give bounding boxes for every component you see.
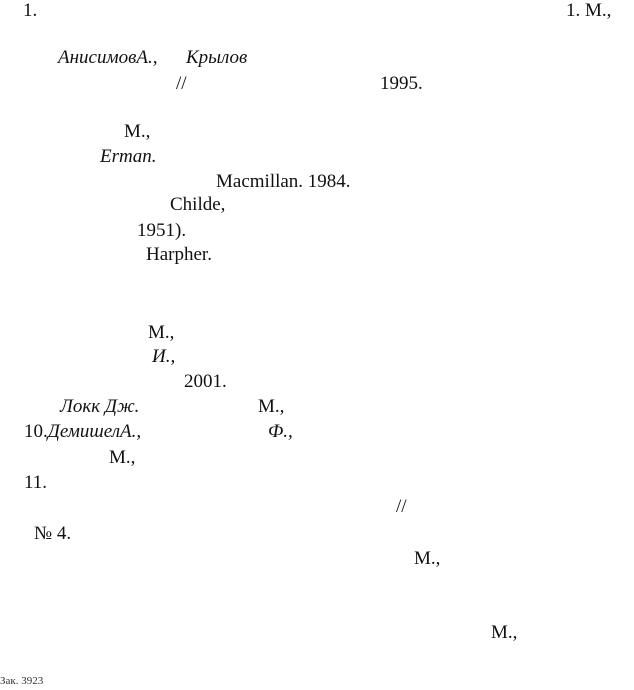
city-moscow-4: М., (109, 447, 136, 468)
year-1995: 1995. (380, 73, 423, 94)
author-harpher: Harpher. (146, 244, 212, 265)
issue-number-4: № 4. (34, 523, 72, 544)
city-moscow-5: М., (414, 548, 441, 569)
initial-i: И., (152, 346, 176, 367)
author-anisimov: АнисимовА., (58, 47, 158, 68)
text-fragment-1-m: 1. М., (566, 0, 612, 21)
author-krylov: Крылов (186, 47, 248, 68)
list-number-1: 1. (23, 0, 38, 21)
year-2001: 2001. (184, 371, 227, 392)
footer-order-number: Зак. 3923 (0, 675, 44, 687)
initial-f: Ф., (268, 421, 293, 442)
list-number-10 (24, 421, 141, 443)
author-childe: Childe, (170, 194, 226, 215)
list-number-10-label: 10. (24, 421, 48, 442)
city-moscow-3: М., (258, 396, 285, 417)
double-slash-2: // (396, 496, 407, 517)
list-number-11: 11. (24, 472, 48, 493)
author-erman: Erman. (100, 146, 157, 167)
year-1951: 1951). (137, 220, 187, 241)
city-moscow-2: М., (148, 322, 175, 343)
author-demichel: ДемишелА., (47, 421, 142, 442)
double-slash-1: // (176, 73, 187, 94)
author-locke: Локк Дж. (60, 396, 140, 417)
city-moscow-1: М., (124, 121, 151, 142)
publisher-macmillan: Macmillan. 1984. (216, 171, 351, 192)
city-moscow-6: М., (491, 622, 518, 643)
